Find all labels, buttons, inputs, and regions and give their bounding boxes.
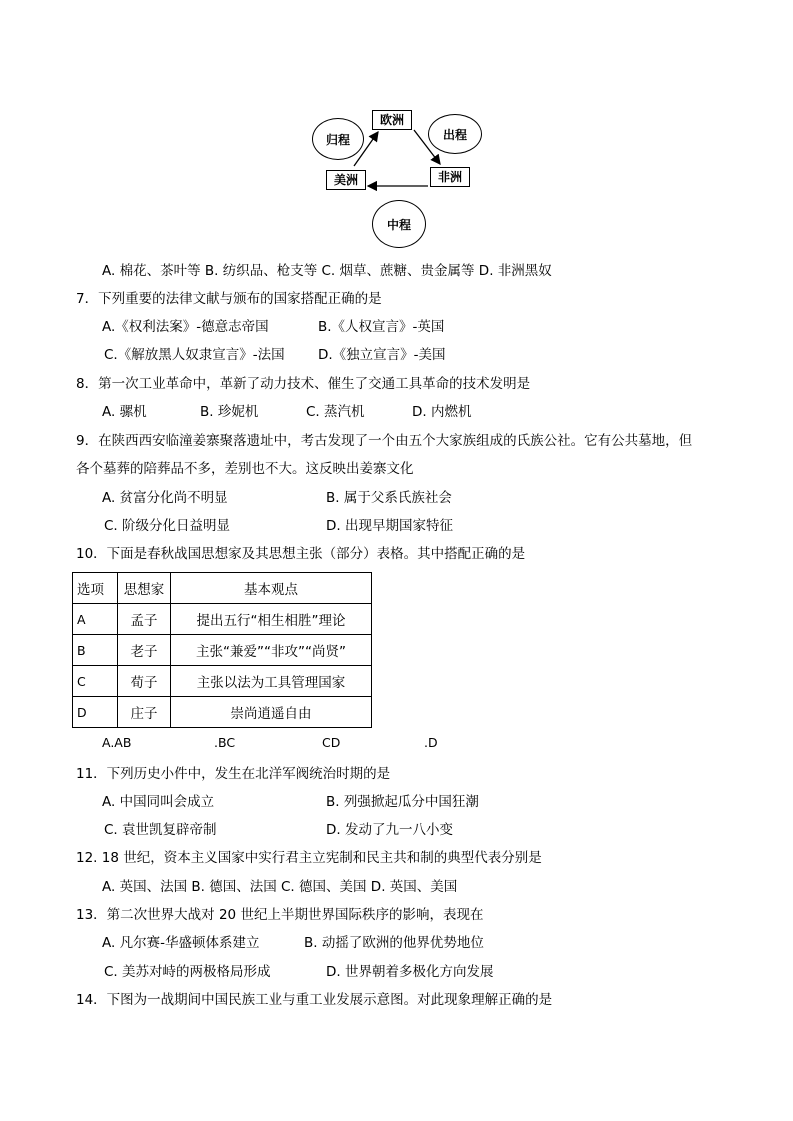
q9-option-a: A. 贫富分化尚不明显: [102, 490, 228, 506]
q8-option-c: C. 蒸汽机: [306, 404, 365, 420]
q8-option-d: D. 内燃机: [412, 404, 472, 420]
america-box: 美洲: [326, 170, 366, 190]
q9-option-c: C. 阶级分化日益明显: [104, 518, 231, 534]
table-row: [73, 697, 372, 728]
q10-option-d: .D: [424, 735, 438, 750]
q11-option-b: B. 列强掀起瓜分中国狂潮: [326, 794, 479, 810]
q7-option-c: C.《解放黑人奴隶宣言》-法国: [104, 347, 285, 363]
header-view: 基本观点: [171, 573, 372, 604]
q10-option-c: CD: [322, 735, 341, 750]
row-thinker: 老子: [118, 635, 171, 666]
q7-stem: 7．下列重要的法律文献与颁布的国家搭配正确的是: [76, 291, 382, 307]
triangular-trade-diagram: [310, 100, 510, 252]
return-bubble: 归程: [312, 118, 364, 160]
q9-stem-line1: 9．在陕西西安临潼姜寨聚落遗址中，考古发现了一个由五个大家族组成的氏族公社。它有公共墓地，但: [76, 433, 693, 449]
row-thinker: 庄子: [118, 697, 171, 728]
q6-options: A. 棉花、茶叶等 B. 纺织品、枪支等 C. 烟草、蔗糖、贵金属等 D. 非洲黑奴: [102, 263, 552, 279]
q12-stem: 12. 18 世纪，资本主义国家中实行君主立宪制和民主共和制的典型代表分别是: [76, 850, 542, 866]
q11-option-c: C. 袁世凯复辟帝制: [104, 822, 217, 838]
middle-bubble: 中程: [372, 200, 426, 248]
q10-option-b: .BC: [214, 735, 236, 750]
q13-option-d: D. 世界朝着多极化方向发展: [326, 964, 494, 980]
q11-option-d: D. 发动了九一八小变: [326, 822, 453, 838]
row-view: 提出五行“相生相胜”理论: [171, 604, 372, 635]
table-header-row: [73, 573, 372, 604]
q8-stem: 8．第一次工业革命中，革新了动力技术、催生了交通工具革命的技术发明是: [76, 376, 531, 392]
q10-option-a: A.AB: [102, 735, 132, 750]
row-thinker: 荀子: [118, 666, 171, 697]
q7-option-d: D.《独立宣言》-美国: [318, 347, 446, 363]
header-option: 选项: [73, 573, 118, 604]
q13-stem: 13．第二次世界大战对 20 世纪上半期世界国际秩序的影响，表现在: [76, 907, 484, 923]
q7-option-a: A.《权利法案》-德意志帝国: [102, 319, 269, 335]
africa-box: 非洲: [430, 167, 470, 187]
header-thinker: 思想家: [118, 573, 171, 604]
q11-option-a: A. 中国同叫会成立: [102, 794, 215, 810]
row-option: B: [73, 635, 118, 666]
q8-option-a: A. 骡机: [102, 404, 147, 420]
q13-option-b: B. 动摇了欧洲的他界优势地位: [304, 935, 484, 951]
row-view: 崇尚逍遥自由: [171, 697, 372, 728]
row-view: 主张“兼爱”“非攻”“尚贤”: [171, 635, 372, 666]
table-row: [73, 635, 372, 666]
q13-option-c: C. 美苏对峙的两极格局形成: [104, 964, 271, 980]
row-option: A: [73, 604, 118, 635]
q14-stem: 14．下图为一战期间中国民族工业与重工业发展示意图。对此现象理解正确的是: [76, 992, 553, 1008]
q12-options: A. 英国、法国 B. 德国、法国 C. 德国、美国 D. 英国、美国: [102, 879, 458, 895]
outbound-bubble: 出程: [428, 114, 482, 154]
q9-stem-line2: 各个墓葬的陪葬品不多，差别也不大。这反映出姜寨文化: [76, 461, 414, 477]
q8-option-b: B. 珍妮机: [200, 404, 259, 420]
row-view: 主张以法为工具管理国家: [171, 666, 372, 697]
europe-box: 欧洲: [372, 110, 412, 130]
q9-option-d: D. 出现早期国家特征: [326, 518, 453, 534]
q9-option-b: B. 属于父系氏族社会: [326, 490, 452, 506]
row-option: D: [73, 697, 118, 728]
q10-stem: 10．下面是春秋战国思想家及其思想主张（部分）表格。其中搭配正确的是: [76, 546, 526, 562]
table-row: [73, 604, 372, 635]
q7-option-b: B.《人权宣言》-英国: [318, 319, 445, 335]
table-row: [73, 666, 372, 697]
thinkers-table: [72, 572, 372, 728]
q11-stem: 11．下列历史小件中，发生在北洋军阀统治时期的是: [76, 766, 391, 782]
q13-option-a: A. 凡尔赛-华盛顿体系建立: [102, 935, 260, 951]
row-option: C: [73, 666, 118, 697]
row-thinker: 孟子: [118, 604, 171, 635]
